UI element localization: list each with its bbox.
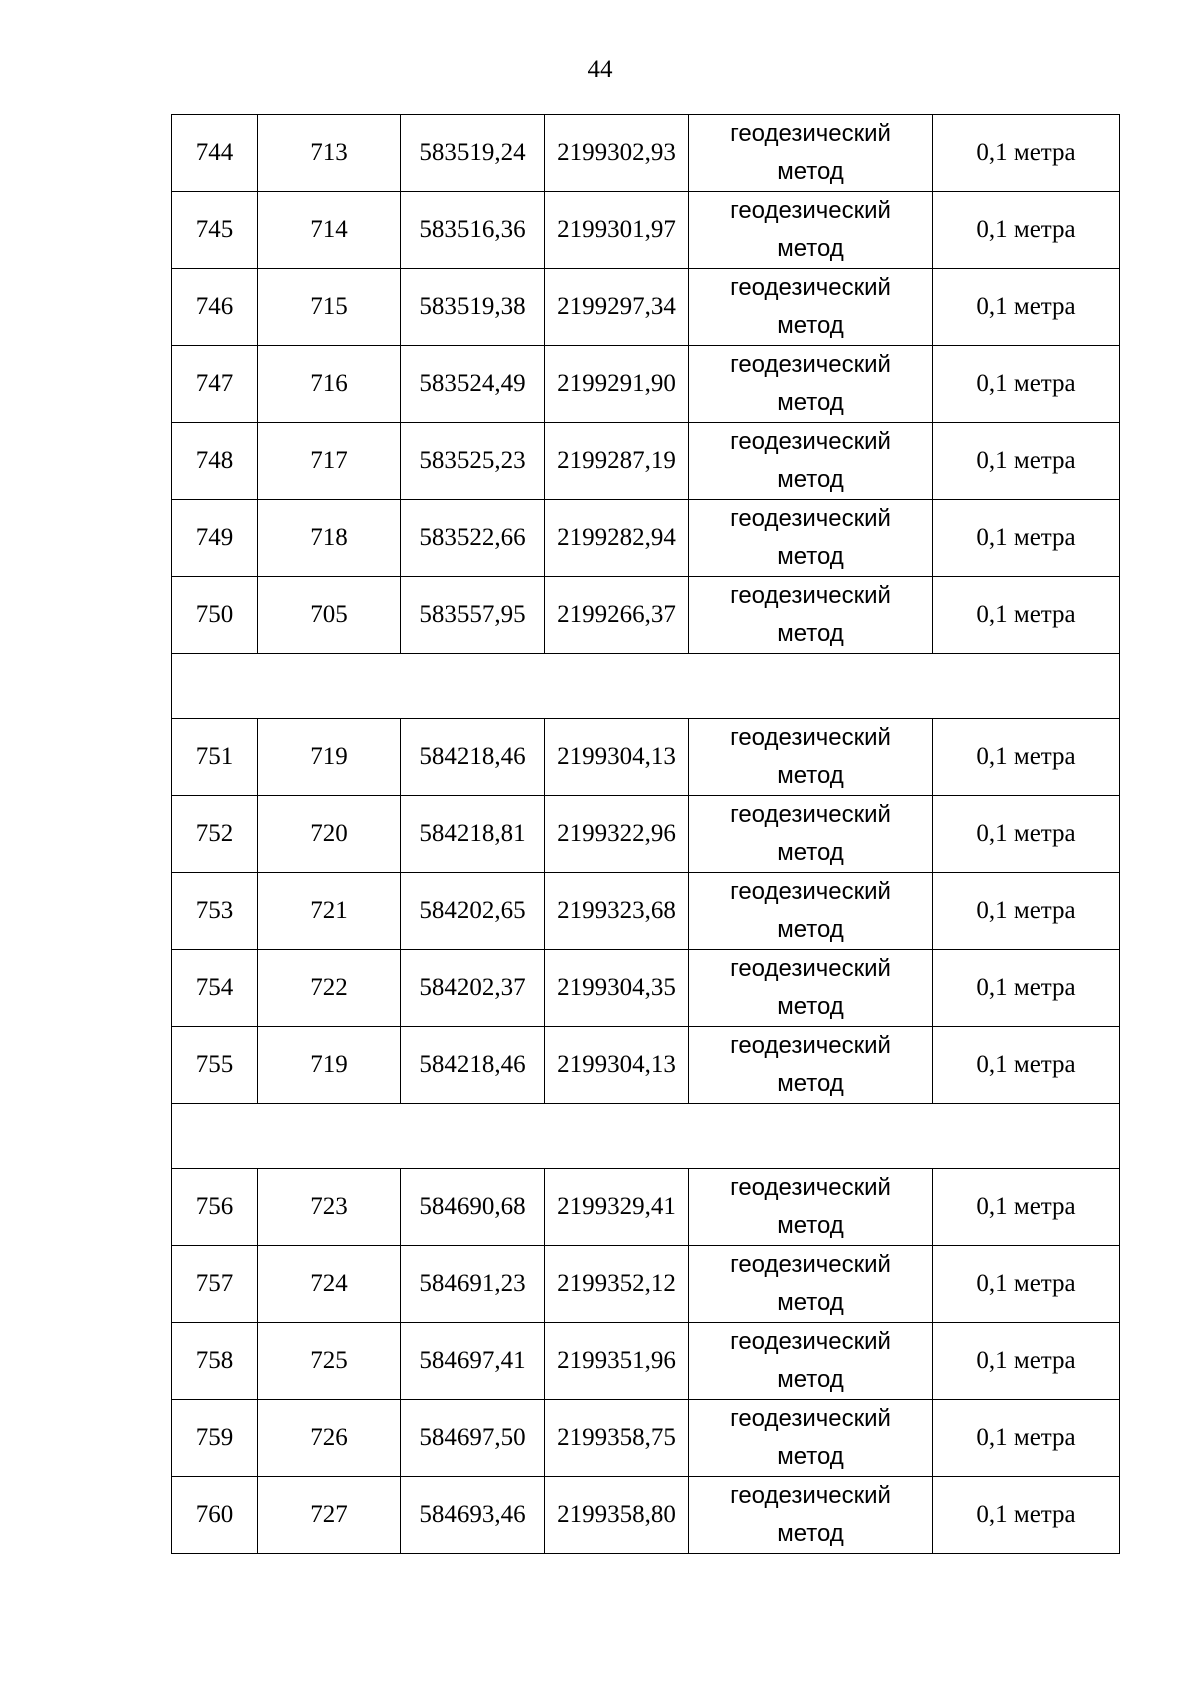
- method-line-2: метод: [777, 466, 844, 493]
- table-row: [172, 1027, 1120, 1104]
- method-line-1: геодезический: [730, 724, 891, 751]
- coordinates-table: [171, 114, 1120, 1554]
- table-row: [172, 1246, 1120, 1323]
- coordinate-y-cell: 2199304,13: [545, 719, 689, 796]
- method-line-2: метод: [777, 1289, 844, 1316]
- coordinate-y-cell: 2199287,19: [545, 423, 689, 500]
- accuracy-cell: 0,1 метра: [933, 1246, 1120, 1323]
- accuracy-cell: 0,1 метра: [933, 1169, 1120, 1246]
- page-number: 44: [587, 56, 613, 83]
- coordinate-x-cell: 584691,23: [401, 1246, 545, 1323]
- coordinate-x-cell: 583524,49: [401, 346, 545, 423]
- row-number-cell: 752: [172, 796, 258, 873]
- row-number-cell: 754: [172, 950, 258, 1027]
- table-row: [172, 1400, 1120, 1477]
- coordinate-x-cell: 584693,46: [401, 1477, 545, 1554]
- table-row: [172, 1323, 1120, 1400]
- coordinate-y-cell: 2199322,96: [545, 796, 689, 873]
- table-row: [172, 796, 1120, 873]
- point-number-cell: 726: [258, 1400, 401, 1477]
- method-line-1: геодезический: [730, 955, 891, 982]
- coordinate-x-cell: 583519,38: [401, 269, 545, 346]
- method-line-2: метод: [777, 1070, 844, 1097]
- accuracy-cell: 0,1 метра: [933, 269, 1120, 346]
- method-line-1: геодезический: [730, 428, 891, 455]
- accuracy-cell: 0,1 метра: [933, 719, 1120, 796]
- coordinate-y-cell: 2199329,41: [545, 1169, 689, 1246]
- method-cell: [689, 719, 933, 796]
- accuracy-cell: 0,1 метра: [933, 346, 1120, 423]
- method-line-2: метод: [777, 762, 844, 789]
- method-line-2: метод: [777, 839, 844, 866]
- method-line-1: геодезический: [730, 1174, 891, 1201]
- coordinate-x-cell: 584202,65: [401, 873, 545, 950]
- method-line-2: метод: [777, 993, 844, 1020]
- point-number-cell: 719: [258, 719, 401, 796]
- coordinate-y-cell: 2199351,96: [545, 1323, 689, 1400]
- row-number-cell: 747: [172, 346, 258, 423]
- coordinate-x-cell: 583516,36: [401, 192, 545, 269]
- coordinate-x-cell: 584690,68: [401, 1169, 545, 1246]
- point-number-cell: 705: [258, 577, 401, 654]
- method-line-2: метод: [777, 1212, 844, 1239]
- accuracy-cell: 0,1 метра: [933, 1323, 1120, 1400]
- point-number-cell: 724: [258, 1246, 401, 1323]
- method-cell: [689, 192, 933, 269]
- method-line-1: геодезический: [730, 1032, 891, 1059]
- row-number-cell: 759: [172, 1400, 258, 1477]
- table-row: [172, 1477, 1120, 1554]
- coordinate-x-cell: 584218,81: [401, 796, 545, 873]
- row-number-cell: 748: [172, 423, 258, 500]
- method-line-1: геодезический: [730, 1251, 891, 1278]
- coordinate-y-cell: 2199304,13: [545, 1027, 689, 1104]
- accuracy-cell: 0,1 метра: [933, 423, 1120, 500]
- method-cell: [689, 873, 933, 950]
- row-number-cell: 760: [172, 1477, 258, 1554]
- point-number-cell: 713: [258, 115, 401, 192]
- table-row: [172, 873, 1120, 950]
- table-row: [172, 423, 1120, 500]
- method-line-1: геодезический: [730, 801, 891, 828]
- method-cell: [689, 346, 933, 423]
- method-cell: [689, 950, 933, 1027]
- method-cell: [689, 1323, 933, 1400]
- table-row: [172, 269, 1120, 346]
- method-cell: [689, 1169, 933, 1246]
- point-number-cell: 719: [258, 1027, 401, 1104]
- coordinate-y-cell: 2199301,97: [545, 192, 689, 269]
- method-line-1: геодезический: [730, 1405, 891, 1432]
- row-number-cell: 758: [172, 1323, 258, 1400]
- coordinate-x-cell: 584218,46: [401, 1027, 545, 1104]
- coordinate-y-cell: 2199358,75: [545, 1400, 689, 1477]
- method-line-1: геодезический: [730, 1482, 891, 1509]
- method-line-2: метод: [777, 235, 844, 262]
- accuracy-cell: 0,1 метра: [933, 1477, 1120, 1554]
- point-number-cell: 717: [258, 423, 401, 500]
- point-number-cell: 716: [258, 346, 401, 423]
- method-line-2: метод: [777, 312, 844, 339]
- empty-separator-cell: [172, 654, 1120, 719]
- method-line-1: геодезический: [730, 274, 891, 301]
- coordinate-y-cell: 2199266,37: [545, 577, 689, 654]
- accuracy-cell: 0,1 метра: [933, 577, 1120, 654]
- point-number-cell: 727: [258, 1477, 401, 1554]
- coordinate-y-cell: 2199304,35: [545, 950, 689, 1027]
- coordinate-y-cell: 2199323,68: [545, 873, 689, 950]
- row-number-cell: 751: [172, 719, 258, 796]
- method-line-1: геодезический: [730, 1328, 891, 1355]
- coordinates-table-body: [172, 115, 1120, 1554]
- accuracy-cell: 0,1 метра: [933, 873, 1120, 950]
- table-row: [172, 719, 1120, 796]
- coordinate-x-cell: 583525,23: [401, 423, 545, 500]
- row-number-cell: 750: [172, 577, 258, 654]
- table-row: [172, 1169, 1120, 1246]
- point-number-cell: 714: [258, 192, 401, 269]
- method-cell: [689, 269, 933, 346]
- method-cell: [689, 1027, 933, 1104]
- point-number-cell: 723: [258, 1169, 401, 1246]
- row-number-cell: 749: [172, 500, 258, 577]
- point-number-cell: 715: [258, 269, 401, 346]
- accuracy-cell: 0,1 метра: [933, 192, 1120, 269]
- method-line-2: метод: [777, 620, 844, 647]
- method-cell: [689, 423, 933, 500]
- accuracy-cell: 0,1 метра: [933, 500, 1120, 577]
- row-number-cell: 757: [172, 1246, 258, 1323]
- method-line-2: метод: [777, 1366, 844, 1393]
- method-cell: [689, 115, 933, 192]
- coordinate-x-cell: 584202,37: [401, 950, 545, 1027]
- coordinate-x-cell: 584697,41: [401, 1323, 545, 1400]
- method-line-1: геодезический: [730, 197, 891, 224]
- row-number-cell: 746: [172, 269, 258, 346]
- method-cell: [689, 500, 933, 577]
- coordinate-y-cell: 2199282,94: [545, 500, 689, 577]
- coordinate-x-cell: 584697,50: [401, 1400, 545, 1477]
- table-row: [172, 346, 1120, 423]
- row-number-cell: 745: [172, 192, 258, 269]
- method-cell: [689, 1477, 933, 1554]
- coordinate-y-cell: 2199291,90: [545, 346, 689, 423]
- point-number-cell: 725: [258, 1323, 401, 1400]
- row-number-cell: 756: [172, 1169, 258, 1246]
- method-line-2: метод: [777, 916, 844, 943]
- point-number-cell: 721: [258, 873, 401, 950]
- accuracy-cell: 0,1 метра: [933, 796, 1120, 873]
- table-row: [172, 577, 1120, 654]
- point-number-cell: 722: [258, 950, 401, 1027]
- coordinate-y-cell: 2199297,34: [545, 269, 689, 346]
- table-row: [172, 950, 1120, 1027]
- coordinate-x-cell: 583557,95: [401, 577, 545, 654]
- method-line-1: геодезический: [730, 878, 891, 905]
- table-row: [172, 192, 1120, 269]
- table-row: [172, 500, 1120, 577]
- method-cell: [689, 796, 933, 873]
- accuracy-cell: 0,1 метра: [933, 115, 1120, 192]
- method-line-1: геодезический: [730, 351, 891, 378]
- method-line-2: метод: [777, 1443, 844, 1470]
- empty-separator-cell: [172, 1104, 1120, 1169]
- method-line-2: метод: [777, 158, 844, 185]
- method-line-2: метод: [777, 389, 844, 416]
- method-line-2: метод: [777, 1520, 844, 1547]
- accuracy-cell: 0,1 метра: [933, 1027, 1120, 1104]
- method-line-1: геодезический: [730, 505, 891, 532]
- method-line-2: метод: [777, 543, 844, 570]
- point-number-cell: 720: [258, 796, 401, 873]
- method-cell: [689, 1246, 933, 1323]
- row-number-cell: 755: [172, 1027, 258, 1104]
- row-number-cell: 744: [172, 115, 258, 192]
- method-line-1: геодезический: [730, 120, 891, 147]
- coordinate-y-cell: 2199358,80: [545, 1477, 689, 1554]
- point-number-cell: 718: [258, 500, 401, 577]
- section-separator-row: [172, 1104, 1120, 1169]
- row-number-cell: 753: [172, 873, 258, 950]
- coordinate-x-cell: 583519,24: [401, 115, 545, 192]
- coordinate-x-cell: 583522,66: [401, 500, 545, 577]
- accuracy-cell: 0,1 метра: [933, 950, 1120, 1027]
- coordinate-x-cell: 584218,46: [401, 719, 545, 796]
- table-row: [172, 115, 1120, 192]
- method-line-1: геодезический: [730, 582, 891, 609]
- section-separator-row: [172, 654, 1120, 719]
- method-cell: [689, 1400, 933, 1477]
- coordinate-y-cell: 2199352,12: [545, 1246, 689, 1323]
- coordinate-y-cell: 2199302,93: [545, 115, 689, 192]
- method-cell: [689, 577, 933, 654]
- accuracy-cell: 0,1 метра: [933, 1400, 1120, 1477]
